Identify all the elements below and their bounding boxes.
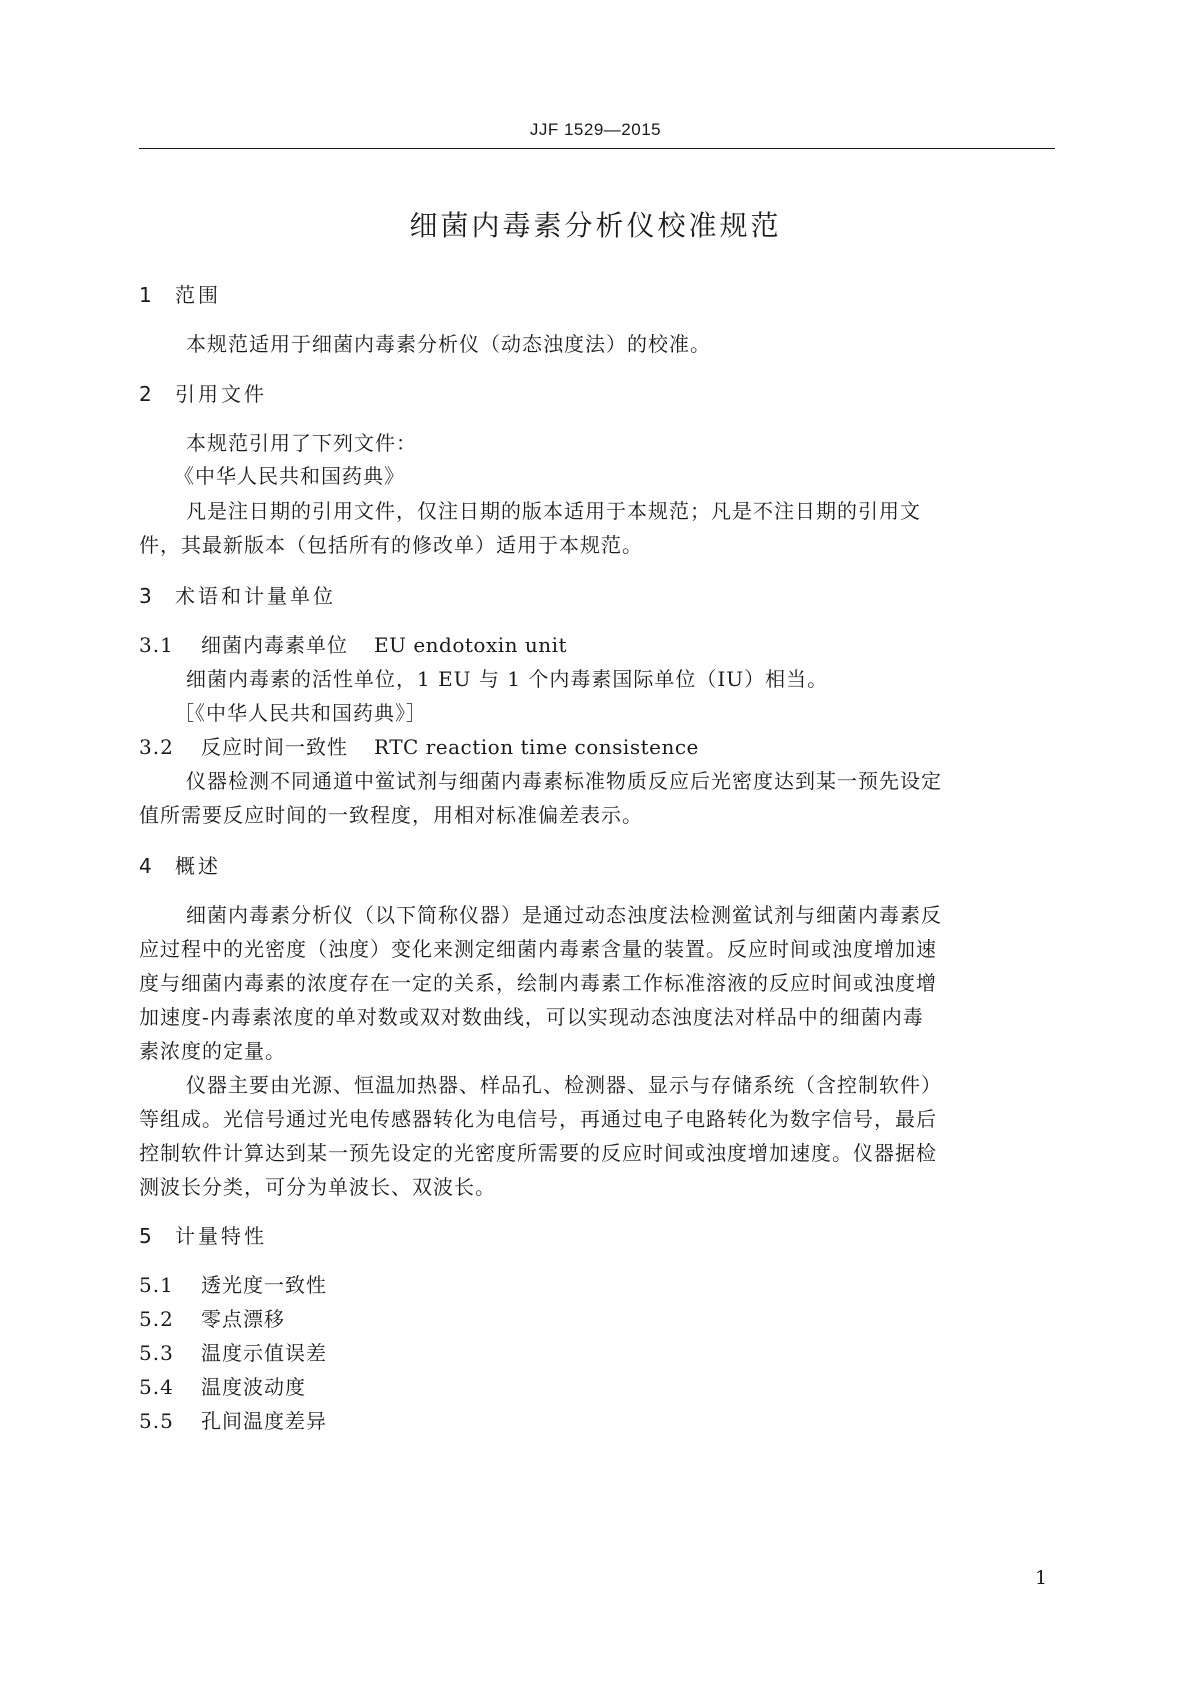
overview-line: 等组成。光信号通过光电传感器转化为电信号，再通过电子电路转化为数字信号，最后: [139, 1107, 937, 1131]
term-3-2: [139, 731, 699, 760]
reference-item: 《中华人民共和国药典》: [174, 464, 405, 488]
overview-line: 加速度-内毒素浓度的单对数或双对数曲线，可以实现动态浊度法对样品中的细菌内毒: [139, 1005, 924, 1029]
term-definition-line: 仪器检测不同通道中鲎试剂与细菌内毒素标准物质反应后光密度达到某一预先设定: [186, 769, 942, 793]
characteristic-item: [139, 1371, 306, 1400]
item-number: 5.1: [139, 1273, 174, 1297]
overview-line: 细菌内毒素分析仪（以下简称仪器）是通过动态浊度法检测鲎试剂与细菌内毒素反: [186, 903, 942, 927]
section-5-heading: [139, 1220, 267, 1249]
item-text: 孔间温度差异: [201, 1409, 327, 1433]
section-title: 计量特性: [175, 1224, 267, 1248]
item-number: 5.3: [139, 1341, 174, 1365]
section-1-heading: [139, 279, 221, 308]
section-number: 1: [139, 283, 152, 307]
overview-line: 控制软件计算达到某一预先设定的光密度所需要的反应时间或浊度增加速度。仪器据检: [139, 1141, 937, 1165]
item-text: 零点漂移: [201, 1307, 285, 1331]
section-title: 引用文件: [175, 382, 267, 406]
overview-line: 度与细菌内毒素的浓度存在一定的关系，绘制内毒素工作标准溶液的反应时间或浊度增: [139, 971, 937, 995]
term-3-1: [139, 629, 567, 658]
section-number: 2: [139, 382, 152, 406]
term-english: EU endotoxin unit: [374, 633, 568, 657]
section-number: 4: [139, 854, 152, 878]
characteristic-item: [139, 1303, 285, 1332]
term-source: ［《中华人民共和国药典》］: [174, 701, 427, 725]
section-3-heading: [139, 580, 336, 609]
section-number: 3: [139, 584, 152, 608]
header-rule: [139, 148, 1055, 149]
characteristic-item: [139, 1269, 327, 1298]
page-number: 1: [1035, 1567, 1048, 1589]
overview-line: 测波长分类，可分为单波长、双波长。: [139, 1175, 496, 1199]
section-title: 范围: [175, 283, 221, 307]
term-definition-line: 值所需要反应时间的一致程度，用相对标准偏差表示。: [139, 803, 643, 827]
item-text: 温度示值误差: [201, 1341, 327, 1365]
standard-code: JJF 1529—2015: [529, 120, 662, 139]
section-title: 概述: [175, 854, 221, 878]
item-number: 5.4: [139, 1375, 174, 1399]
scope-paragraph: 本规范适用于细菌内毒素分析仪（动态浊度法）的校准。: [186, 332, 711, 356]
overview-line: 仪器主要由光源、恒温加热器、样品孔、检测器、显示与存储系统（含控制软件）: [186, 1073, 942, 1097]
term-name: 细菌内毒素单位: [201, 633, 348, 657]
section-title: 术语和计量单位: [175, 584, 336, 608]
characteristic-item: [139, 1405, 327, 1434]
term-number: 3.2: [139, 735, 174, 759]
term-name: 反应时间一致性: [201, 735, 348, 759]
overview-line: 素浓度的定量。: [139, 1039, 286, 1063]
characteristic-item: [139, 1337, 327, 1366]
item-text: 温度波动度: [201, 1375, 306, 1399]
references-intro: 本规范引用了下列文件：: [186, 431, 417, 455]
item-number: 5.5: [139, 1409, 174, 1433]
item-text: 透光度一致性: [201, 1273, 327, 1297]
term-definition: 细菌内毒素的活性单位，1 EU 与 1 个内毒素国际单位（IU）相当。: [186, 667, 829, 691]
section-number: 5: [139, 1224, 152, 1248]
term-number: 3.1: [139, 633, 174, 657]
section-4-heading: [139, 850, 221, 879]
item-number: 5.2: [139, 1307, 174, 1331]
overview-line: 应过程中的光密度（浊度）变化来测定细菌内毒素含量的装置。反应时间或浊度增加速: [139, 937, 937, 961]
references-note-line: 件，其最新版本（包括所有的修改单）适用于本规范。: [139, 533, 643, 557]
term-english: RTC reaction time consistence: [374, 735, 699, 759]
section-2-heading: [139, 378, 267, 407]
references-note-line: 凡是注日期的引用文件，仅注日期的版本适用于本规范；凡是不注日期的引用文: [186, 499, 921, 523]
document-title: 细菌内毒素分析仪校准规范: [409, 209, 782, 242]
